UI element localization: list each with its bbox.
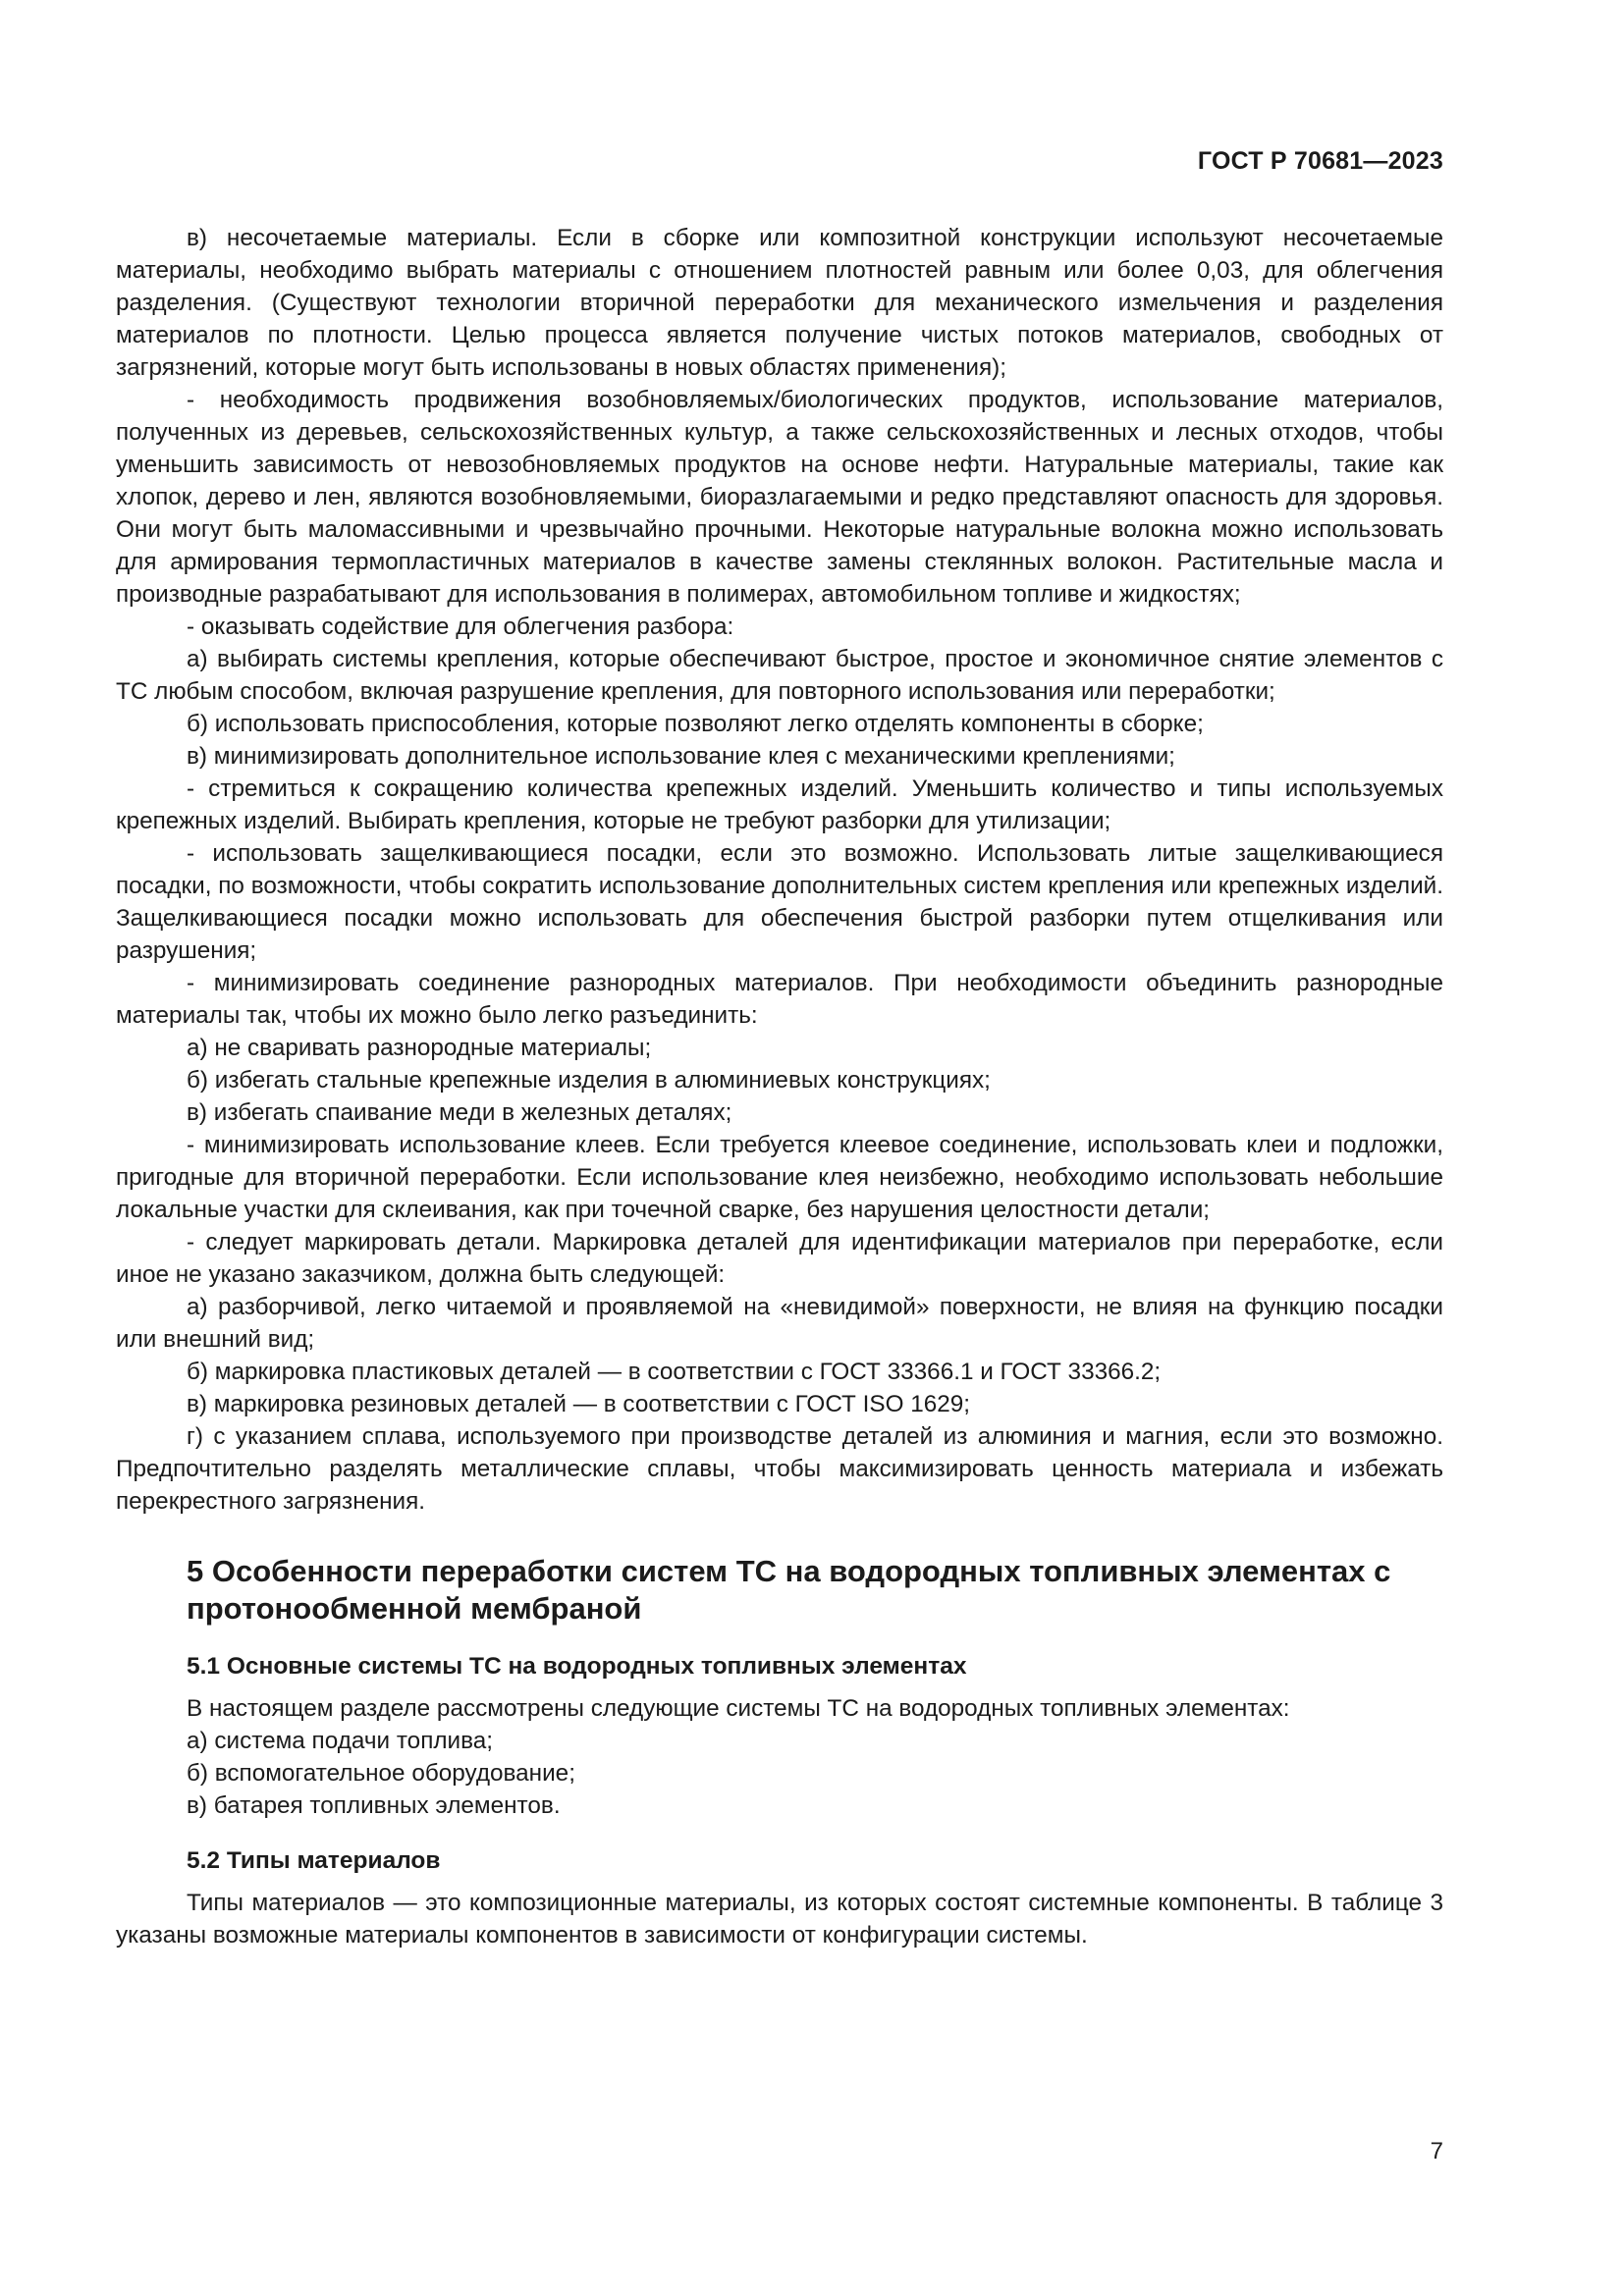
paragraph: в) маркировка резиновых деталей — в соответствии с ГОСТ ISO 1629; (187, 1391, 971, 1417)
page-number: 7 (1430, 2138, 1443, 2164)
paragraph: - стремиться к сокращению количества крепежных изделий. Уменьшить количество и типы используемых крепежных изделий. Выбирать крепления, которые не требуют разборки для утилизации; (116, 775, 1443, 834)
paragraph: в) избегать спаивание меди в железных деталях; (187, 1099, 732, 1126)
paragraph: - минимизировать соединение разнородных материалов. При необходимости объединить разнородные материалы так, чтобы их можно было легко разъединить: (116, 970, 1443, 1029)
paragraph: Типы материалов — это композиционные материалы, из которых состоят системные компоненты. В таблице 3 указаны возможные материалы компонентов в зависимости от конфигурации системы. (116, 1890, 1443, 1949)
section-5-heading: 5 Особенности переработки систем ТС на водородных топливных элементах с протонообменной мембраной (187, 1554, 1391, 1626)
paragraph: а) разборчивой, легко читаемой и проявляемой на «невидимой» поверхности, не влияя на функцию посадки или внешний вид; (116, 1294, 1443, 1353)
paragraph: б) маркировка пластиковых деталей — в соответствии с ГОСТ 33366.1 и ГОСТ 33366.2; (187, 1359, 1162, 1385)
paragraph: - следует маркировать детали. Маркировка деталей для идентификации материалов при переработке, если иное не указано заказчиком, должна быть следующей: (116, 1229, 1443, 1288)
paragraph: - использовать защелкивающиеся посадки, если это возможно. Использовать литые защелкивающиеся посадки, по возможности, чтобы сократить использование дополнительных систем крепления или крепежных изделий. Защелкивающиеся посадки можно использовать для обеспечения быстрой разборки путем отщелкивания или разрушения; (116, 840, 1443, 964)
paragraph: г) с указанием сплава, используемого при производстве деталей из алюминия и магния, если это возможно. Предпочтительно разделять металлические сплавы, чтобы максимизировать ценность материала и избежать перекрестного загрязнения. (116, 1423, 1443, 1515)
paragraph: в) минимизировать дополнительное использование клея с механическими креплениями; (187, 743, 1175, 770)
paragraph: в) несочетаемые материалы. Если в сборке или композитной конструкции используют несочетаемые материалы, необходимо выбрать материалы с отношением плотностей равным или более 0,03, для облегчения разделения. (Существуют технологии вторичной переработки для механического измельчения и разделения материалов по плотности. Целью процесса является получение чистых потоков материалов, свободных от загрязнений, которые могут быть использованы в новых областях применения); (116, 225, 1443, 381)
paragraph: - оказывать содействие для облегчения разбора: (187, 614, 734, 640)
subsection-5-1-heading: 5.1 Основные системы ТС на водородных топливных элементах (187, 1653, 967, 1680)
page-content (116, 222, 1443, 1951)
paragraph: в) батарея топливных элементов. (187, 1792, 561, 1819)
paragraph: а) выбирать системы крепления, которые обеспечивают быстрое, простое и экономичное снятие элементов с ТС любым способом, включая разрушение крепления, для повторного использования или переработки; (116, 646, 1443, 705)
subsection-5-2-heading: 5.2 Типы материалов (187, 1847, 441, 1874)
paragraph: а) система подачи топлива; (187, 1728, 494, 1754)
paragraph: б) вспомогательное оборудование; (187, 1760, 575, 1787)
paragraph: - необходимость продвижения возобновляемых/биологических продуктов, использование материалов, полученных из деревьев, сельскохозяйственных культур, а также сельскохозяйственных и лесных отходов, чтобы уменьшить зависимость от невозобновляемых продуктов на основе нефти. Натуральные материалы, такие как хлопок, дерево и лен, являются возобновляемыми, биоразлагаемыми и редко представляют опасность для здоровья. Они могут быть маломассивными и чрезвычайно прочными. Некоторые натуральные волокна можно использовать для армирования термопластичных материалов в качестве замены стеклянных волокон. Растительные масла и производные разрабатывают для использования в полимерах, автомобильном топливе и жидкостях; (116, 387, 1443, 608)
paragraph: а) не сваривать разнородные материалы; (187, 1035, 652, 1061)
paragraph: - минимизировать использование клеев. Если требуется клеевое соединение, использовать клеи и подложки, пригодные для вторичной переработки. Если использование клея неизбежно, необходимо использовать небольшие локальные участки для склеивания, как при точечной сварке, без нарушения целостности детали; (116, 1132, 1443, 1223)
document-header: ГОСТ Р 70681—2023 (1197, 147, 1443, 175)
paragraph: б) избегать стальные крепежные изделия в алюминиевых конструкциях; (187, 1067, 991, 1094)
paragraph: б) использовать приспособления, которые позволяют легко отделять компоненты в сборке; (187, 711, 1204, 737)
paragraph: В настоящем разделе рассмотрены следующие системы ТС на водородных топливных элементах: (187, 1695, 1290, 1722)
